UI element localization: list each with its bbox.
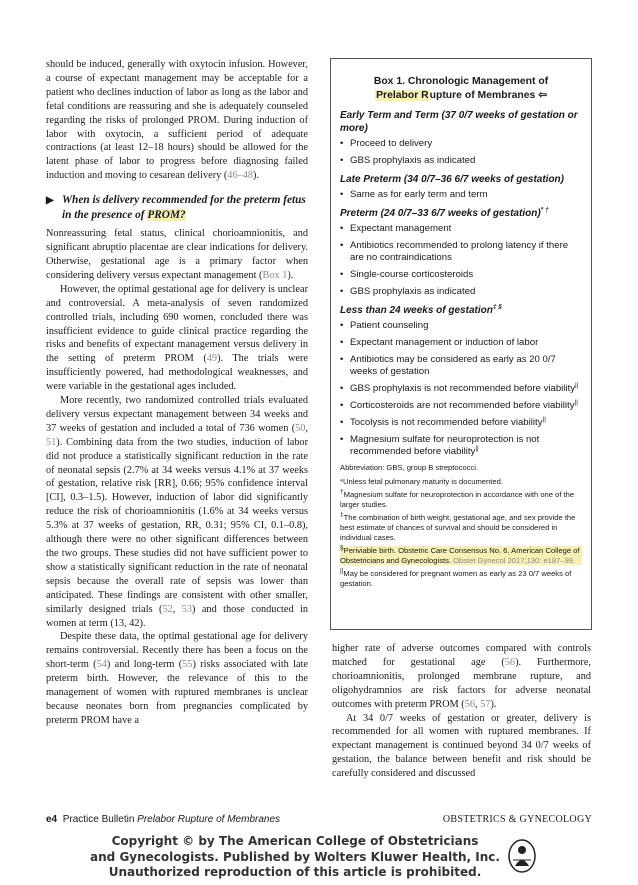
- box-list-item: • Antibiotics may be considered as early as 20 0/7 weeks of gestation: [340, 354, 556, 377]
- box-list-item: • Expectant management: [340, 223, 452, 234]
- box-list-item: • Tocolysis is not recommended before viability||: [340, 415, 546, 428]
- bullet-icon: •: [340, 223, 344, 234]
- paragraph: higher rate of adverse outcomes compared with controls matched for gestational age (56). Furthermore, chorioamnionitis, prolonged membrane rupture, and oligohydramnios are risk factors for adverse neonatal outcomes with preterm PROM (56, 57).: [332, 643, 591, 710]
- reference-link[interactable]: 57: [480, 698, 491, 710]
- reference-link[interactable]: 51: [46, 436, 57, 448]
- paragraph: should be induced, generally with oxytocin infusion. However, a course of expectant management may be acceptable for a patient who declines induction of labor as long as the labor and fetal conditions are reassuring and she is adequately counseled regarding the risks of prolonged PROM. During induction of labor with oxytocin, a sufficient period of adequate contractions (at least 12–18 hours) should be allowed for the latent phase of labor to progress before diagnosing failed induction and moving to cesarean delivery (46–48).: [46, 59, 308, 182]
- reference-link[interactable]: 53: [181, 603, 193, 615]
- box-list-item: • GBS prophylaxis as indicated: [340, 155, 476, 166]
- bullet-icon: •: [340, 383, 344, 394]
- reference-link[interactable]: 56: [464, 698, 475, 710]
- footnote: §Periviable birth. Obstetric Care Consensus No. 6. American College of Obstetricians and Gynecologists. Obstet Gynecol 2017;130: e187–99.: [340, 546, 582, 565]
- paragraph: More recently, two randomized controlled trials evaluated delivery versus expectant management between 34 weeks and 37 weeks of gestation and included a total of 736 women (50, 51). Combining data from the two studies, induction of labor did not produce a statistically significant reduction in the rate of neonatal sepsis (2.7% at 34 weeks versus 4.1% at 37 weeks of gestation, relative risk [RR], 0.66; 95% confidence interval [CI], 0.3–1.5). However, induction of labor did significantly reduce the risk of chorioamnionitis (1.6% at 34 weeks versus 5.3% at 37 weeks of gestation, RR, 0.31; 95% CI, 0.1–0.8), although there were no other significant differences between the two groups. These studies did not have sufficient power to show a statistically significant reduction in the rate of neonatal sepsis because the overall rate of sepsis was lower than anticipated. These findings are consistent with other smaller, similarly designed trials (52, 53) and those conducted in women at term (13, 42).: [46, 395, 309, 629]
- box-list-item: • GBS prophylaxis is not recommended before viability||: [340, 381, 579, 394]
- footnote: *Unless fetal pulmonary maturity is documented.: [340, 476, 503, 486]
- paragraph: Nonreassuring fetal status, clinical chorioamnionitis, and significant abruptio placentae are clear indications for delivery. Otherwise, gestational age is a primary factor when considering delivery versus expectant management (Box 1).: [46, 228, 308, 281]
- highlighted-text: PROM?: [147, 208, 186, 221]
- box-list-item: • Corticosteroids are not recommended before viability||: [340, 398, 578, 411]
- footnote: ‡The combination of birth weight, gestational age, and sex provide the best estimate of chances of survival and should be considered in individual cases.: [340, 511, 576, 542]
- footer-left: [46, 814, 280, 826]
- bullet-icon: •: [340, 240, 344, 251]
- page-number: e4: [46, 814, 58, 825]
- journal-name: OBSTETRICS & GYNECOLOGY: [442, 814, 592, 825]
- paragraph: Despite these data, the optimal gestational age for delivery remains controversial. Recently there has been a focus on the short-term (54) and long-term (55) risks associated with late preterm birth. However, the relevance of this to the management of women with ruptured membranes is unclear because neonates born from pregnancies complicated by preterm PROM have a: [46, 631, 308, 726]
- bullet-icon: •: [340, 269, 344, 280]
- citation-link[interactable]: Obstet Gynecol 2017;130: e187–99.: [453, 555, 576, 565]
- box-link[interactable]: Box 1: [262, 269, 288, 281]
- bullet-icon: •: [340, 155, 344, 166]
- reference-link[interactable]: 49: [206, 353, 218, 365]
- footnote: Abbreviation: GBS, group B streptococci.: [340, 463, 479, 472]
- left-column: [46, 58, 308, 728]
- bullet-icon: •: [340, 354, 344, 365]
- bullet-icon: •: [340, 400, 344, 411]
- bullet-icon: •: [340, 189, 344, 200]
- acog-seal-icon: [507, 838, 537, 874]
- box-section-heading: Preterm (24 0/7–33 6/7 weeks of gestation)* †: [340, 206, 549, 219]
- reference-link[interactable]: 52: [162, 603, 173, 615]
- box-section-heading: Late Preterm (34 0/7–36 6/7 weeks of gestation): [340, 174, 564, 185]
- box-list-item: • Antibiotics recommended to prolong latency if there are no contraindications: [340, 240, 569, 263]
- paragraph: At 34 0/7 weeks of gestation or greater, delivery is recommended for all women with ruptured membranes. If expectant management is continued beyond 34 0/7 weeks of gestation, the balance between benefit and risk should be carefully considered and discussed: [332, 712, 591, 780]
- box-list-item: • Single-course corticosteroids: [340, 269, 474, 280]
- question-heading: ▶ When is delivery recommended for the preterm fetus in the presence of PROM?: [46, 194, 306, 221]
- box-list-item: • Magnesium sulfate for neuroprotection is not recommended before viability||: [340, 434, 540, 457]
- box-footnotes: [340, 463, 582, 589]
- box-sections: [340, 109, 582, 458]
- box-list-item: • Expectant management or induction of labor: [340, 337, 539, 348]
- bullet-icon: •: [340, 434, 344, 445]
- footnote: †Magnesium sulfate for neuroprotection in accordance with one of the larger studies.: [340, 488, 575, 509]
- copyright-notice: Copyright © by The American College of Obstetricians and Gynecologists. Published by Wolters Kluwer Health, Inc. Unauthorized reproduction of this article is prohibited.: [90, 834, 500, 879]
- box-list-item: • GBS prophylaxis as indicated: [340, 286, 476, 297]
- reference-link[interactable]: 55: [182, 659, 193, 671]
- bullet-icon: •: [340, 417, 344, 428]
- reference-link[interactable]: 50: [295, 422, 306, 434]
- reference-link[interactable]: 56: [504, 656, 516, 668]
- box-title: Box 1. Chronologic Management of Prelabor Rupture of Membranes ⇦: [373, 76, 549, 101]
- series-label: Practice Bulletin: [62, 814, 135, 825]
- bullet-icon: •: [340, 138, 344, 149]
- reference-link[interactable]: 46–48: [227, 170, 254, 182]
- box-list-item: • Patient counseling: [340, 320, 429, 331]
- bullet-icon: •: [340, 320, 344, 331]
- right-column: [332, 642, 591, 781]
- arrow-right-icon: ▶: [46, 195, 54, 207]
- reference-link[interactable]: 54: [96, 659, 107, 671]
- box-section-heading: Early Term and Term (37 0/7 weeks of gestation or more): [340, 110, 578, 134]
- topic-label: Prelabor Rupture of Membranes: [137, 814, 281, 825]
- box-section-heading: Less than 24 weeks of gestation‡ §: [340, 303, 502, 316]
- bullet-icon: •: [340, 286, 344, 297]
- bullet-icon: •: [340, 337, 344, 348]
- paragraph: However, the optimal gestational age for delivery is unclear and controversial. A meta-analysis of seven randomized controlled trials, including 690 women, concluded there was insufficient evidence to guide clinical practice regarding the risks and benefits of expectant management versus delivery in the setting of preterm PROM (49). The trials were insufficiently powered, had methodological weaknesses, and were variable in the gestational ages included.: [46, 283, 308, 393]
- box-list-item: • Same as for early term and term: [340, 189, 488, 200]
- footnote: ||May be considered for pregnant women as early as 23 0/7 weeks of gestation.: [340, 567, 572, 588]
- back-arrow-icon[interactable]: ⇦: [538, 90, 547, 101]
- management-box: [330, 58, 592, 630]
- box-list-item: • Proceed to delivery: [340, 138, 433, 149]
